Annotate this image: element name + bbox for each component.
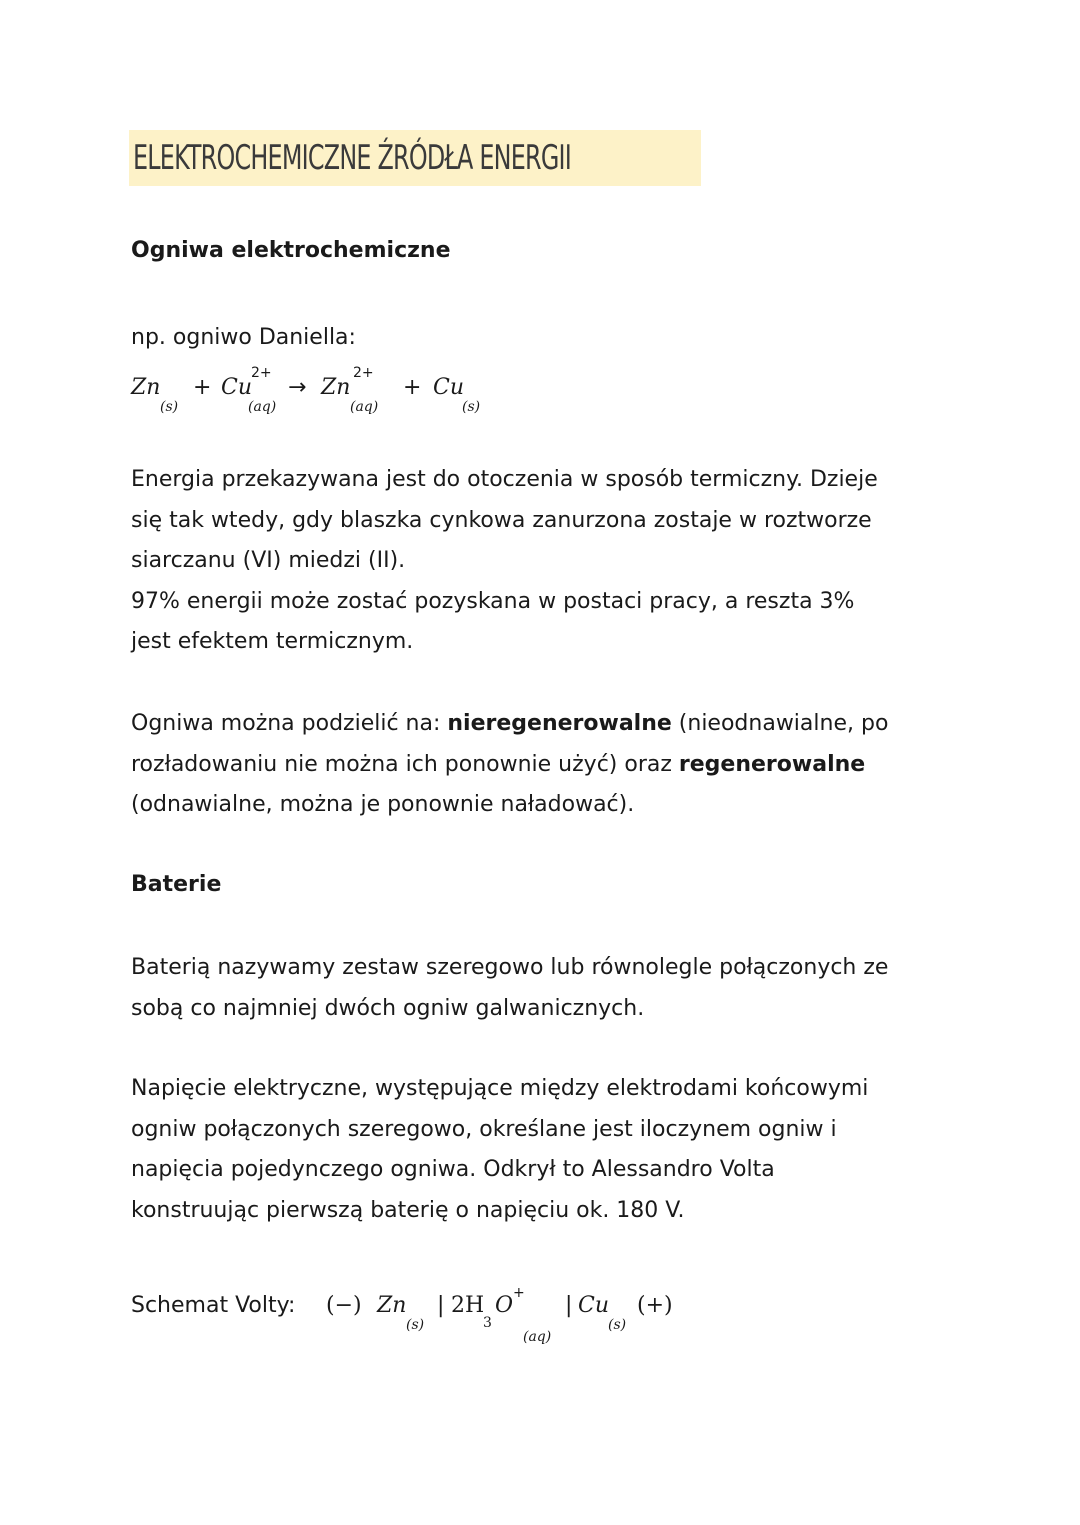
section-heading-batteries: Baterie — [131, 872, 222, 897]
text-line: jest efektem termicznym. — [131, 629, 414, 654]
scheme-h-sub: 3 — [483, 1315, 492, 1331]
eq-zn-charge: 2+ — [353, 365, 374, 381]
title-highlight — [129, 130, 701, 186]
eq-cu-charge: 2+ — [251, 365, 272, 381]
text-line: rozładowaniu nie można ich ponownie użyć) oraz regenerowalne — [131, 751, 866, 777]
scheme-label: Schemat Volty: — [131, 1293, 296, 1318]
scheme-separator-2: | — [565, 1293, 573, 1318]
scheme-aq: (aq) — [523, 1329, 552, 1345]
volta-scheme — [131, 1285, 831, 1355]
text-line: Baterią nazywamy zestaw szeregowo lub równolegle połączonych ze — [131, 955, 889, 980]
text-line: Napięcie elektryczne, występujące między elektrodami końcowymi — [131, 1076, 869, 1101]
text-line: 97% energii może zostać pozyskana w postaci pracy, a reszta 3% — [131, 588, 855, 614]
eq-cu-ion: Cu — [221, 375, 253, 400]
eq-cu: Cu — [433, 375, 465, 400]
paragraph-voltage — [131, 1069, 961, 1231]
scheme-o: O — [495, 1293, 514, 1318]
text-line: Energia przekazywana jest do otoczenia w sposób termiczny. Dzieje — [131, 467, 878, 492]
paragraph-battery-definition — [131, 948, 961, 1029]
example-label: np. ogniwo Daniella: — [131, 325, 356, 350]
text-line: sobą co najmniej dwóch ogniw galwanicznych. — [131, 995, 645, 1021]
term-rechargeable: regenerowalne — [678, 751, 866, 777]
text-line: konstruując pierwszą baterię o napięciu ok. 180 V. — [131, 1197, 685, 1223]
scheme-h: 2H — [451, 1293, 485, 1318]
scheme-cu: Cu — [578, 1293, 610, 1318]
paragraph-energy — [131, 460, 961, 663]
scheme-separator-1: | — [437, 1293, 445, 1318]
scheme-plus: (+) — [637, 1293, 673, 1318]
paragraph-cell-types — [131, 704, 961, 826]
daniell-equation — [131, 365, 731, 425]
term-nonrechargeable: nieregenerowalne — [447, 711, 672, 736]
scheme-minus: (−) — [326, 1293, 362, 1318]
eq-zn: Zn — [131, 375, 161, 400]
text-line: siarczanu (VI) miedzi (II). — [131, 548, 406, 573]
eq-plus-2: + — [403, 375, 422, 400]
eq-arrow: → — [288, 375, 307, 400]
eq-cu-solid-state: (s) — [462, 399, 481, 415]
page-title: ELEKTROCHEMICZNE ŹRÓDŁA ENERGII — [133, 138, 572, 178]
eq-zn-ion: Zn — [321, 375, 351, 400]
text-line: ogniw połączonych szeregowo, określane jest iloczynem ogniw i — [131, 1116, 837, 1142]
scheme-cu-state: (s) — [608, 1317, 627, 1333]
eq-plus-1: + — [193, 375, 212, 400]
eq-cu-state: (aq) — [248, 399, 277, 415]
scheme-charge: + — [513, 1285, 525, 1301]
scheme-zn-state: (s) — [406, 1317, 425, 1333]
text-line: się tak wtedy, gdy blaszka cynkowa zanurzona zostaje w roztworze — [131, 507, 872, 533]
text-line: Ogniwa można podzielić na: nieregenerowalne (nieodnawialne, po — [131, 711, 889, 736]
eq-zn-state: (s) — [160, 399, 179, 415]
text-line: (odnawialne, można je ponownie naładować). — [131, 792, 635, 817]
eq-zn-ion-state: (aq) — [350, 399, 379, 415]
section-heading-cells: Ogniwa elektrochemiczne — [131, 238, 451, 263]
text-line: napięcia pojedynczego ogniwa. Odkrył to Alessandro Volta — [131, 1157, 775, 1182]
scheme-zn: Zn — [377, 1293, 407, 1318]
